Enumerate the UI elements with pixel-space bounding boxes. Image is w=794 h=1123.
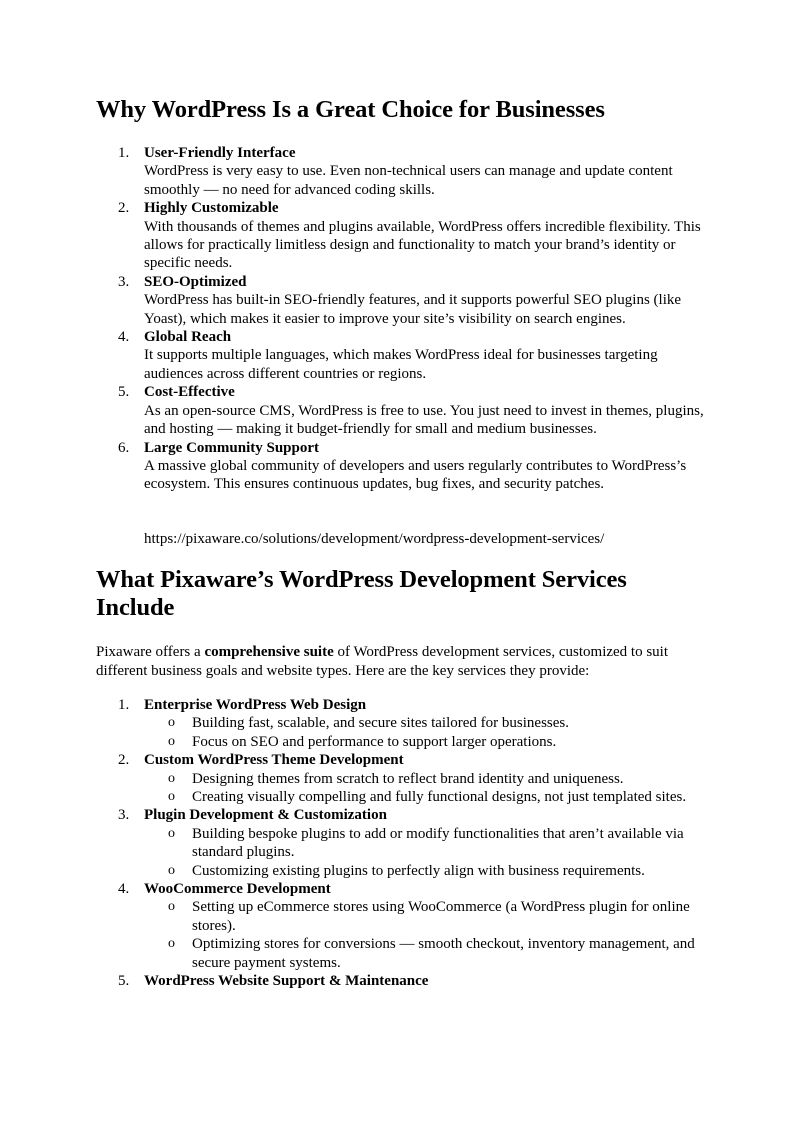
- item-number: 1.: [118, 145, 130, 161]
- item-description: It supports multiple languages, which makes WordPress ideal for businesses targeting audiences across different countries or regions.: [144, 347, 658, 382]
- sub-list-item: [144, 898, 706, 935]
- sub-item-text: Designing themes from scratch to reflect brand identity and uniqueness.: [192, 770, 624, 787]
- item-title: Cost-Effective: [144, 384, 235, 401]
- item-number: 3.: [118, 273, 130, 290]
- item-title: Plugin Development & Customization: [144, 807, 387, 824]
- sub-list-item: [144, 825, 706, 862]
- item-number: 6.: [118, 439, 130, 456]
- source-url[interactable]: https://pixaware.co/solutions/development/wordpress-development-services/: [144, 531, 605, 547]
- bullet-icon: o: [168, 936, 175, 952]
- bullet-icon: o: [168, 715, 175, 731]
- item-title: Enterprise WordPress Web Design: [144, 697, 367, 713]
- intro-text-end: of WordPress development services, customized to suit different business goals and website types. Here are the key services they provide:: [96, 644, 669, 679]
- item-description: With thousands of themes and plugins available, WordPress offers incredible flexibility. This allows for practically limitless design and functionality to match your brand’s identity or specific needs.: [144, 218, 701, 272]
- sub-list-item: [144, 770, 706, 788]
- sub-list-item: [144, 935, 706, 972]
- item-title: Highly Customizable: [144, 200, 279, 217]
- sub-item-text: Creating visually compelling and fully functional designs, not just templated sites.: [192, 789, 687, 806]
- item-number: 4.: [118, 881, 130, 898]
- sub-list-item: [144, 714, 706, 732]
- item-description: WordPress is very easy to use. Even non-technical users can manage and update content smoothly — no need for advanced coding skills.: [144, 163, 673, 198]
- list-item: [96, 806, 706, 880]
- item-description: WordPress has built-in SEO-friendly features, and it supports powerful SEO plugins (like Yoast), which makes it easier to improve your site’s visibility on search engines.: [144, 292, 682, 327]
- item-title: Global Reach: [144, 329, 232, 346]
- services-list: [96, 696, 706, 991]
- list-item: [96, 328, 706, 383]
- sub-item-text: Optimizing stores for conversions — smooth checkout, inventory management, and secure payment systems.: [192, 936, 695, 971]
- list-item: [96, 751, 706, 806]
- list-item: [96, 972, 706, 990]
- sub-list-item: [144, 788, 706, 806]
- intro-paragraph: [96, 643, 696, 680]
- list-item: [96, 696, 706, 751]
- item-number: 5.: [118, 384, 130, 401]
- item-description: A massive global community of developers and users regularly contributes to WordPress’s ecosystem. This ensures continuous updates, bug fixes, and security patches.: [144, 457, 687, 493]
- intro-text-start: Pixaware offers a: [96, 644, 205, 660]
- item-title: Large Community Support: [144, 439, 320, 456]
- item-number: 1.: [118, 697, 130, 713]
- bullet-icon: o: [168, 789, 175, 805]
- list-item: [96, 273, 706, 328]
- sub-item-text: Customizing existing plugins to perfectly align with business requirements.: [192, 862, 645, 879]
- sub-item-text: Focus on SEO and performance to support larger operations.: [192, 733, 557, 750]
- item-title: User-Friendly Interface: [144, 145, 296, 161]
- bullet-icon: o: [168, 825, 175, 841]
- item-description: As an open-source CMS, WordPress is free to use. You just need to invest in themes, plugins, and hosting — making it budget-friendly for small and medium businesses.: [144, 402, 704, 438]
- sub-item-text: Building bespoke plugins to add or modify functionalities that aren’t available via standard plugins.: [192, 825, 684, 861]
- list-item: [96, 199, 706, 273]
- item-number: 5.: [118, 973, 130, 990]
- section-heading-services: What Pixaware’s WordPress Development Services Include: [96, 566, 627, 621]
- item-number: 2.: [118, 200, 130, 217]
- item-number: 4.: [118, 329, 130, 346]
- bullet-icon: o: [168, 899, 175, 915]
- intro-bold-text: comprehensive suite: [204, 644, 334, 660]
- item-number: 3.: [118, 807, 130, 824]
- bullet-icon: o: [168, 770, 175, 786]
- list-item: [96, 144, 706, 199]
- sub-item-text: Setting up eCommerce stores using WooCommerce (a WordPress plugin for online stores).: [192, 899, 690, 934]
- list-item: [96, 880, 706, 972]
- sub-list-item: [144, 733, 706, 751]
- list-item: [96, 383, 706, 438]
- bullet-icon: o: [168, 862, 175, 878]
- item-number: 2.: [118, 752, 130, 769]
- list-item: [96, 439, 706, 494]
- item-title: Custom WordPress Theme Development: [144, 752, 404, 769]
- item-title: WordPress Website Support & Maintenance: [144, 973, 429, 990]
- section-heading-why-wordpress: Why WordPress Is a Great Choice for Businesses: [96, 96, 605, 123]
- bullet-icon: o: [168, 733, 175, 749]
- sub-list-item: [144, 862, 706, 880]
- benefits-list: [96, 144, 706, 494]
- item-title: SEO-Optimized: [144, 273, 247, 290]
- item-title: WooCommerce Development: [144, 881, 331, 898]
- sub-item-text: Building fast, scalable, and secure sites tailored for businesses.: [192, 715, 569, 732]
